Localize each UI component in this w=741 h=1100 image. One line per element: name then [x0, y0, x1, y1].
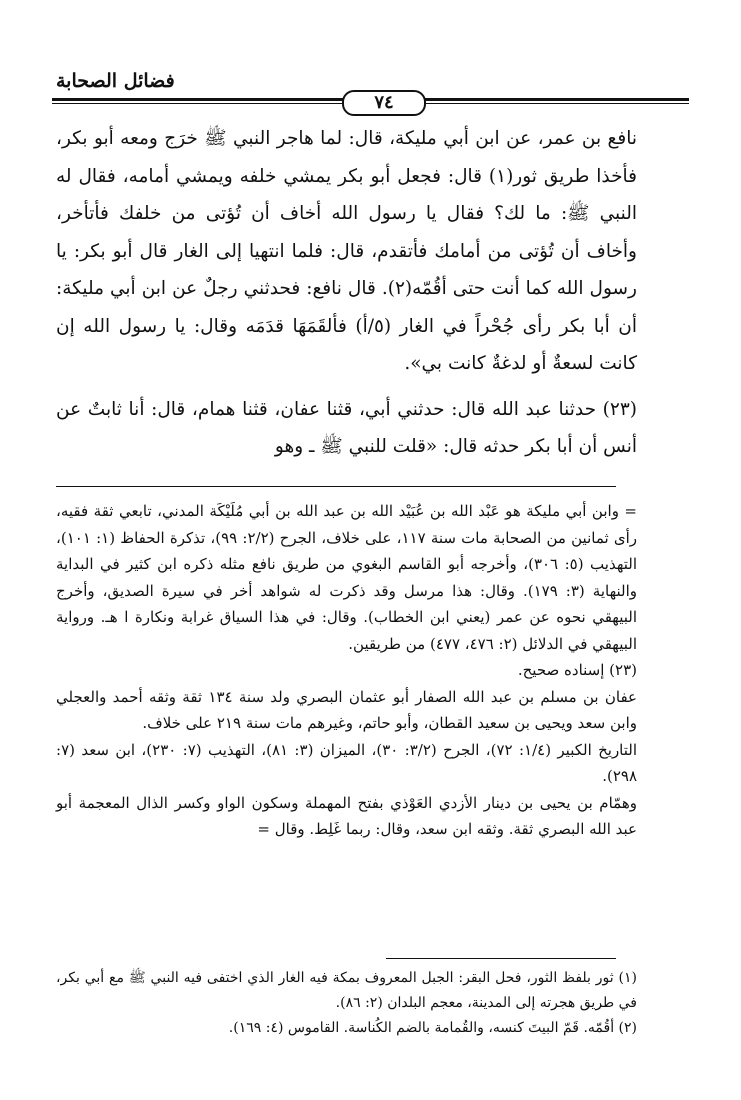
note-hammam: وهمّام بن يحيى بن دينار الأزدي العَوْذي بفتح المهملة وسكون الواو وكسر الذال المعجمة أبو عبد الله البصري ثقة. وثقه ابن سعد، وقال: ربما غَلِط. وقال =	[56, 793, 637, 838]
footnote-divider	[386, 958, 616, 959]
notes-divider	[56, 486, 616, 487]
hadith-23-paragraph: (٢٣) حدثنا عبد الله قال: حدثني أبي، قثنا عفان، قثنا همام، قال: أنا ثابتٌ عن أنس أن أبا بكر حدثه قال: «قلت للنبي ﷺ ـ وهو	[56, 398, 637, 457]
footnote-2: (٢) أقُمّه. قَمّ البيتَ كنسه، والقُمامة بالضم الكُناسة. القاموس (٤: ١٦٩).	[228, 1020, 637, 1036]
note-affan-refs: التاريخ الكبير (١/٤: ٧٢)، الجرح (٣/٢: ٣٠)، الميزان (٣: ٨١)، التهذيب (٧: ٢٣٠)، ابن سعد (٧: ٢٩٨).	[56, 740, 638, 785]
page-header	[52, 60, 689, 113]
note-affan: عفان بن مسلم بن عبد الله الصفار أبو عثمان البصري ولد سنة ١٣٤ ثقة وثقه أحمد والعجلي وابن سعد ويحيى بن سعيد القطان، وأبو حاتم، وغيرهم مات سنة ٢١٩ على خلاف.	[56, 687, 638, 732]
commentary-notes	[56, 498, 637, 843]
note-ibn-abi-mulaika: = وابن أبي مليكة هو عَبْد الله بن عُبَيْد الله بن عبد الله بن أبي مُلَيْكَة المدني، تابعي ثقة فقيه، رأى ثمانين من الصحابة مات سنة ١١٧، على خلاف، الجرح (٢/٢: ٩٩)، تذكرة الحفاظ (١: ١٠١)، التهذيب (٥: ٣٠٦)، وأخرجه أبو القاسم البغوي من طريق نافع مثله ذكره ابن كثير في البداية والنهاية (٣: ١٧٩). وقال: هذا مرسل وقد ذكرت له شواهد أخر في سيرة الصديق، وأخرج البيهقي نحوه عن عمر (يعني ابن الخطاب). وقال: في هذا السياق غرابة ونكارة ا هـ. ورواية البيهقي في الدلائل (٢: ٤٧٦، ٤٧٧) من طريقين.	[56, 502, 638, 653]
footnote-1: (١) ثور بلفظ الثور، فحل البقر: الجبل المعروف بمكة فيه الغار الذي اختفى فيه النبي ﷺ مع أبي بكر، في طريق هجرته إلى المدينة، معجم البلدان (٢: ٨٦).	[56, 970, 637, 1011]
running-title: فضائل الصحابة	[56, 70, 175, 92]
footnotes	[56, 966, 637, 1041]
page-number: ٧٤	[342, 90, 426, 116]
note-23-isnad: (٢٣) إسناده صحيح.	[517, 661, 637, 679]
narration-paragraph: نافع بن عمر، عن ابن أبي مليكة، قال: لما هاجر النبي ﷺ خرَج ومعه أبو بكر، فأخذا طريق ثور(١) قال: فجعل أبو بكر يمشي خلفه ويمشي أمامه، فقال له النبي ﷺ: ما لك؟ فقال يا رسول الله أخاف أن تُؤتى من خلفك فأتأخر، وأخاف أن تُؤتى من أمامك فأتقدم، قال: فلما انتهيا إلى الغار قال أبو بكر: يا رسول الله كما أنت حتى أقُمّه(٢). قال نافع: فحدثني رجلٌ عن ابن أبي مليكة: أن أبا بكر رأى جُحْراً في الغار (٥/أ) فألقَمَهَا قدَمَه وقال: يا رسول الله إن كانت لسعةٌ أو لدغةٌ كانت بي».	[56, 128, 637, 374]
main-text	[56, 120, 637, 466]
